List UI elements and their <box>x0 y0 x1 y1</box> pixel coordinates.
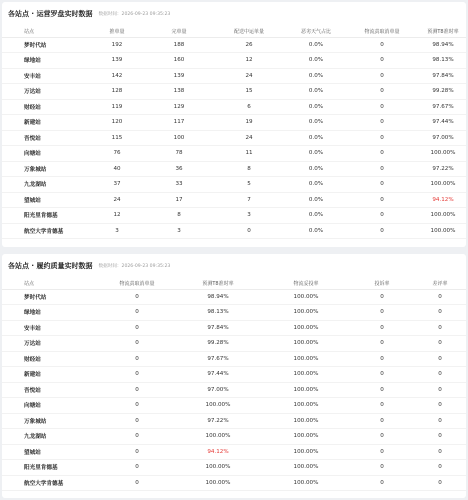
table-cell: 36 <box>148 161 210 177</box>
table-cell: 8 <box>210 161 288 177</box>
ops-column-header: 预测T8准时率 <box>420 26 466 37</box>
table-cell: 0 <box>350 475 414 491</box>
table-cell: 100.00% <box>174 475 262 491</box>
ops-table-header <box>2 26 466 37</box>
table-cell: 3 <box>148 223 210 239</box>
table-cell: 100.00% <box>174 429 262 445</box>
station-name: 航空大学肯德基 <box>2 475 100 491</box>
station-name: 航空大学肯德基 <box>2 223 86 239</box>
table-cell: 0 <box>344 115 420 131</box>
table-cell: 12 <box>210 53 288 69</box>
table-cell: 142 <box>86 68 148 84</box>
table-cell: 0 <box>350 460 414 476</box>
station-name: 万象城站 <box>2 413 100 429</box>
table-cell: 0 <box>350 382 414 398</box>
station-name: 万达站 <box>2 336 100 352</box>
table-cell: 0.0% <box>288 223 344 239</box>
table-cell: 100.00% <box>420 223 466 239</box>
table-cell: 98.13% <box>174 305 262 321</box>
table-cell: 33 <box>148 177 210 193</box>
table-cell: 0 <box>344 208 420 224</box>
table-cell: 0 <box>344 177 420 193</box>
table-cell: 0 <box>344 53 420 69</box>
ops-data-timestamp: 数据时间：2026-09-23 09:35:23 <box>98 12 171 17</box>
station-name: 望城站 <box>2 444 100 460</box>
table-cell: 97.84% <box>420 68 466 84</box>
table-cell: 0 <box>414 305 466 321</box>
table-cell: 120 <box>86 115 148 131</box>
table-cell: 100.00% <box>262 289 350 305</box>
table-row <box>2 475 466 491</box>
table-cell: 100.00% <box>262 413 350 429</box>
quality-data-card <box>2 254 466 498</box>
quality-column-header: 物流妥投率 <box>262 278 350 289</box>
table-row <box>2 84 466 100</box>
table-cell: 160 <box>148 53 210 69</box>
table-cell: 26 <box>210 37 288 53</box>
table-cell: 128 <box>86 84 148 100</box>
table-cell: 0 <box>100 351 174 367</box>
table-cell: 0 <box>414 413 466 429</box>
table-cell: 0 <box>350 289 414 305</box>
table-cell: 97.84% <box>174 320 262 336</box>
table-cell: 99.28% <box>174 336 262 352</box>
table-cell: 24 <box>86 192 148 208</box>
table-cell: 100 <box>148 130 210 146</box>
table-cell: 0.0% <box>288 177 344 193</box>
station-name: 新建站 <box>2 115 86 131</box>
table-cell: 94.12% <box>174 444 262 460</box>
table-row <box>2 336 466 352</box>
station-name: 万象城站 <box>2 161 86 177</box>
table-cell: 0 <box>344 223 420 239</box>
table-cell: 11 <box>210 146 288 162</box>
table-row <box>2 413 466 429</box>
table-cell: 188 <box>148 37 210 53</box>
table-cell: 100.00% <box>262 320 350 336</box>
table-cell: 100.00% <box>262 336 350 352</box>
table-row <box>2 37 466 53</box>
table-cell: 0 <box>414 444 466 460</box>
table-cell: 100.00% <box>420 208 466 224</box>
table-cell: 0 <box>100 320 174 336</box>
table-row <box>2 208 466 224</box>
ops-column-header: 推单量 <box>86 26 148 37</box>
table-cell: 97.67% <box>174 351 262 367</box>
table-cell: 0 <box>100 413 174 429</box>
table-cell: 100.00% <box>262 475 350 491</box>
table-cell: 99.28% <box>420 84 466 100</box>
ops-column-header: 站点 <box>2 26 86 37</box>
table-cell: 119 <box>86 99 148 115</box>
station-name: 财经站 <box>2 351 100 367</box>
table-cell: 3 <box>210 208 288 224</box>
table-cell: 0.0% <box>288 161 344 177</box>
station-name: 绿地站 <box>2 53 86 69</box>
table-cell: 37 <box>86 177 148 193</box>
quality-column-header: 预测T8准时率 <box>174 278 262 289</box>
quality-column-header: 站点 <box>2 278 100 289</box>
table-cell: 0 <box>210 223 288 239</box>
table-cell: 0 <box>344 130 420 146</box>
table-cell: 17 <box>148 192 210 208</box>
table-row <box>2 305 466 321</box>
table-cell: 15 <box>210 84 288 100</box>
table-cell: 100.00% <box>262 444 350 460</box>
table-row <box>2 53 466 69</box>
table-cell: 0 <box>414 460 466 476</box>
table-cell: 0 <box>344 68 420 84</box>
table-cell: 0 <box>100 475 174 491</box>
table-cell: 0 <box>414 320 466 336</box>
table-cell: 0 <box>344 161 420 177</box>
table-row <box>2 429 466 445</box>
station-name: 安丰站 <box>2 320 100 336</box>
table-cell: 0 <box>414 336 466 352</box>
table-cell: 97.44% <box>174 367 262 383</box>
station-name: 绿地站 <box>2 305 100 321</box>
table-row <box>2 130 466 146</box>
table-cell: 3 <box>86 223 148 239</box>
table-cell: 115 <box>86 130 148 146</box>
station-name: 吾悦站 <box>2 130 86 146</box>
table-cell: 0 <box>344 84 420 100</box>
quality-data-timestamp: 数据时间：2026-09-23 09:35:23 <box>98 264 171 269</box>
table-row <box>2 320 466 336</box>
table-cell: 24 <box>210 130 288 146</box>
table-cell: 0 <box>100 460 174 476</box>
table-cell: 100.00% <box>420 177 466 193</box>
table-cell: 0 <box>350 351 414 367</box>
table-cell: 98.94% <box>174 289 262 305</box>
table-row <box>2 398 466 414</box>
table-cell: 100.00% <box>262 305 350 321</box>
table-cell: 100.00% <box>174 460 262 476</box>
table-cell: 100.00% <box>262 460 350 476</box>
ops-data-card <box>2 2 466 247</box>
table-cell: 97.44% <box>420 115 466 131</box>
station-name: 向塘站 <box>2 146 86 162</box>
table-cell: 139 <box>86 53 148 69</box>
table-cell: 117 <box>148 115 210 131</box>
table-cell: 24 <box>210 68 288 84</box>
table-cell: 0 <box>344 99 420 115</box>
table-cell: 129 <box>148 99 210 115</box>
ops-card-header <box>2 2 466 26</box>
table-cell: 0 <box>344 146 420 162</box>
station-name: 吾悦站 <box>2 382 100 398</box>
table-cell: 97.00% <box>420 130 466 146</box>
station-name: 新建站 <box>2 367 100 383</box>
quality-column-header: 物流责取消单量 <box>100 278 174 289</box>
table-row <box>2 289 466 305</box>
table-cell: 19 <box>210 115 288 131</box>
table-cell: 0 <box>100 398 174 414</box>
table-cell: 0.0% <box>288 208 344 224</box>
quality-column-header: 投诉率 <box>350 278 414 289</box>
table-cell: 100.00% <box>174 398 262 414</box>
table-cell: 0 <box>414 475 466 491</box>
table-cell: 0 <box>100 444 174 460</box>
table-row <box>2 223 466 239</box>
table-row <box>2 444 466 460</box>
table-cell: 100.00% <box>262 398 350 414</box>
table-row <box>2 460 466 476</box>
table-cell: 0 <box>414 382 466 398</box>
table-row <box>2 192 466 208</box>
table-row <box>2 351 466 367</box>
ops-column-header: 配送中运单量 <box>210 26 288 37</box>
table-row <box>2 367 466 383</box>
quality-card-header <box>2 254 466 278</box>
table-cell: 0 <box>414 429 466 445</box>
table-cell: 6 <box>210 99 288 115</box>
table-cell: 0 <box>350 413 414 429</box>
table-cell: 100.00% <box>262 429 350 445</box>
station-name: 万达站 <box>2 84 86 100</box>
table-cell: 40 <box>86 161 148 177</box>
table-cell: 0.0% <box>288 53 344 69</box>
table-cell: 0 <box>414 289 466 305</box>
table-cell: 0 <box>100 367 174 383</box>
station-name: 财经站 <box>2 99 86 115</box>
table-cell: 76 <box>86 146 148 162</box>
table-cell: 98.94% <box>420 37 466 53</box>
table-cell: 0 <box>350 444 414 460</box>
quality-column-header: 差评率 <box>414 278 466 289</box>
ops-column-header: 完单量 <box>148 26 210 37</box>
table-cell: 0.0% <box>288 68 344 84</box>
station-name: 梦时代站 <box>2 37 86 53</box>
table-cell: 97.00% <box>174 382 262 398</box>
table-cell: 98.13% <box>420 53 466 69</box>
table-cell: 0.0% <box>288 130 344 146</box>
station-name: 向塘站 <box>2 398 100 414</box>
table-cell: 0.0% <box>288 84 344 100</box>
table-cell: 97.22% <box>420 161 466 177</box>
table-cell: 0 <box>100 305 174 321</box>
table-cell: 0 <box>100 336 174 352</box>
station-name: 望城站 <box>2 192 86 208</box>
table-cell: 97.67% <box>420 99 466 115</box>
table-row <box>2 146 466 162</box>
table-cell: 5 <box>210 177 288 193</box>
table-cell: 0 <box>414 398 466 414</box>
table-cell: 0.0% <box>288 99 344 115</box>
table-cell: 0.0% <box>288 192 344 208</box>
table-cell: 0 <box>344 192 420 208</box>
table-cell: 100.00% <box>262 351 350 367</box>
table-cell: 7 <box>210 192 288 208</box>
table-cell: 0 <box>100 289 174 305</box>
table-cell: 100.00% <box>262 382 350 398</box>
station-name: 安丰站 <box>2 68 86 84</box>
table-cell: 0 <box>100 429 174 445</box>
table-cell: 0 <box>414 351 466 367</box>
ops-card-title: 各站点 · 运营罗盘实时数据 <box>8 10 93 18</box>
quality-table <box>2 278 466 491</box>
table-cell: 0 <box>350 320 414 336</box>
quality-card-title: 各站点 · 履约质量实时数据 <box>8 262 93 270</box>
table-cell: 0 <box>100 382 174 398</box>
table-cell: 192 <box>86 37 148 53</box>
station-name: 梦时代站 <box>2 289 100 305</box>
table-row <box>2 382 466 398</box>
table-row <box>2 161 466 177</box>
station-name: 阳光里肯德基 <box>2 460 100 476</box>
table-cell: 0 <box>350 367 414 383</box>
ops-column-header: 物流责取消单量 <box>344 26 420 37</box>
table-cell: 100.00% <box>262 367 350 383</box>
table-cell: 78 <box>148 146 210 162</box>
table-cell: 0 <box>350 336 414 352</box>
table-cell: 0 <box>350 398 414 414</box>
ops-table <box>2 26 466 239</box>
quality-table-header <box>2 278 466 289</box>
table-row <box>2 115 466 131</box>
table-row <box>2 68 466 84</box>
table-cell: 8 <box>148 208 210 224</box>
table-row <box>2 99 466 115</box>
table-cell: 139 <box>148 68 210 84</box>
table-cell: 0 <box>350 305 414 321</box>
table-cell: 12 <box>86 208 148 224</box>
table-cell: 0 <box>414 367 466 383</box>
table-cell: 0 <box>344 37 420 53</box>
station-name: 阳光里肯德基 <box>2 208 86 224</box>
ops-column-header: 恶劣天气占比 <box>288 26 344 37</box>
table-row <box>2 177 466 193</box>
station-name: 九龙湖站 <box>2 429 100 445</box>
table-cell: 0.0% <box>288 115 344 131</box>
table-cell: 0 <box>350 429 414 445</box>
table-cell: 97.22% <box>174 413 262 429</box>
table-cell: 100.00% <box>420 146 466 162</box>
table-cell: 94.12% <box>420 192 466 208</box>
table-cell: 0.0% <box>288 146 344 162</box>
station-name: 九龙湖站 <box>2 177 86 193</box>
table-cell: 138 <box>148 84 210 100</box>
table-cell: 0.0% <box>288 37 344 53</box>
